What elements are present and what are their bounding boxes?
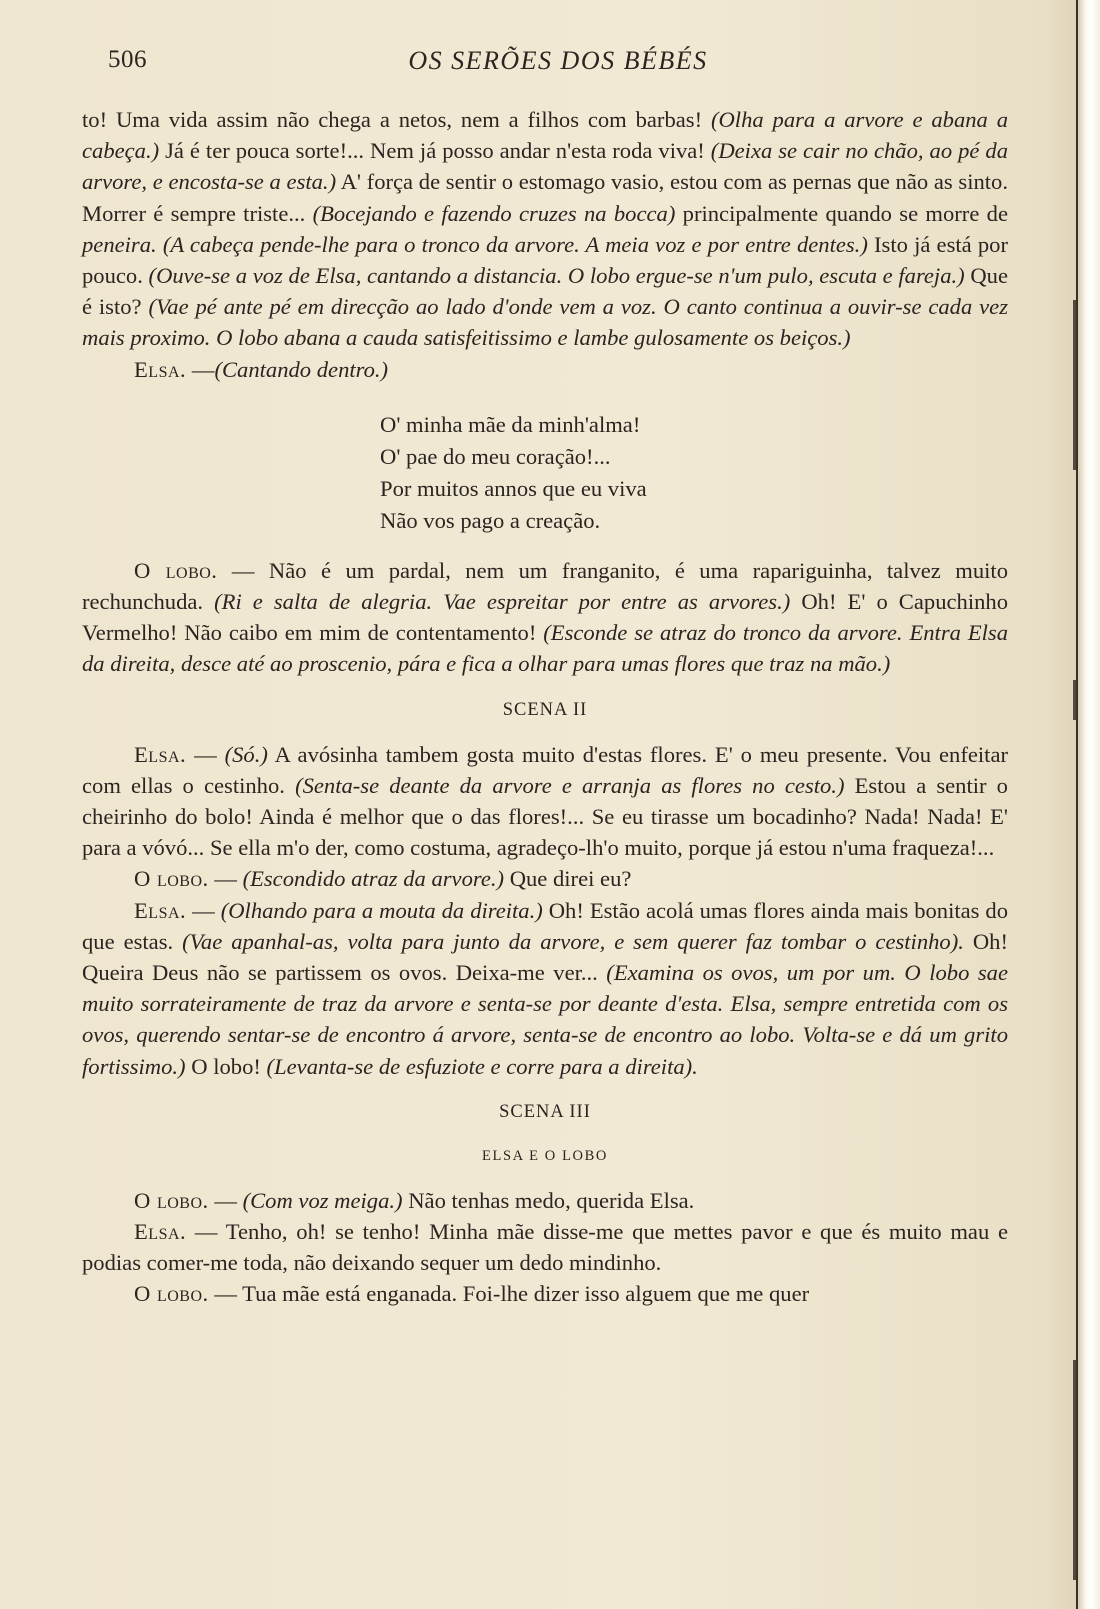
elsa-speech-3: [82, 895, 1008, 1082]
stage-direction: (Olha para a arvore e abana a cabeça.): [82, 107, 1009, 164]
dialogue-text: Que direi eu?: [504, 866, 632, 892]
dialogue-text: Que é isto?: [82, 263, 1008, 320]
elsa-speech-2: [82, 739, 1008, 864]
speaker-name: O lobo.: [134, 557, 218, 583]
wolf-monologue-paragraph: [82, 104, 1008, 354]
stage-direction: (Vae pé ante pé em direcção ao lado d'onde vem a voz. O canto continua a ouvir-se cada vez mais proximo. O lobo abana a cauda satisfeitissimo e lambe gulosamente os beiços.): [82, 294, 1008, 351]
speaker-name: O lobo.: [134, 1187, 209, 1213]
stage-direction: (Olhando para a mouta da direita.): [220, 897, 543, 923]
italic-word: peneira.: [82, 231, 157, 257]
dialogue-text: Oh! Queira Deus não se partissem os ovos. Deixa-me ver...: [82, 928, 1008, 986]
stage-direction: (Esconde se atraz do tronco da arvore. Entra Elsa da direita, desce até ao proscenio, pára e fica a olhar para umas flores que traz na mão.): [82, 620, 1008, 677]
play-text: [82, 104, 1008, 1310]
dialogue-text: principalmente quando se morre de: [675, 200, 1008, 226]
wolf-speech-1: [82, 555, 1008, 680]
stage-direction: (Ri e salta de alegria. Vae espreitar por entre as arvores.): [214, 589, 791, 615]
verse-line: O' minha mãe da minh'alma!: [380, 411, 641, 437]
stage-direction: (A cabeça pende-lhe para o tronco da arvore. A meia voz e por entre dentes.): [162, 231, 868, 257]
dialogue-text: — Não é um pardal, nem um franganito, é uma rapariguinha, talvez muito rechunchuda.: [82, 557, 1008, 615]
dialogue-text: — Tenho, oh! se tenho! Minha mãe disse-me que mettes pavor e que és muito mau e podias comer-me toda, não deixando sequer um dedo mindinho.: [82, 1219, 1008, 1276]
stage-direction: (Com voz meiga.): [242, 1187, 403, 1213]
edge-shadow-mark: [1073, 680, 1076, 720]
dash: —: [186, 741, 225, 767]
dash: —: [186, 356, 215, 382]
verse-line: Não vos pago a creação.: [380, 507, 601, 533]
page-header: [108, 44, 1008, 80]
dialogue-text: Oh! E' o Capuchinho Vermelho! Não caibo em mim de contentamento!: [82, 589, 1008, 646]
dash: —: [208, 1187, 243, 1213]
stage-direction: (Examina os ovos, um por um. O lobo sae muito sorrateiramente de traz da arvore e senta-se por deante d'esta. Elsa, sempre entretida com os ovos, querendo sentar-se de encontro á arvore, senta-se de encontro ao lobo. Volta-se e dá um grito fortissimo.): [82, 960, 1008, 1079]
speaker-name: O lobo.: [134, 1281, 209, 1307]
scene-3-characters: ELSA E O LOBO: [482, 1147, 608, 1164]
edge-shadow-mark: [1073, 1360, 1076, 1580]
scene-2-heading: SCENA II: [502, 699, 588, 720]
stage-direction: (Deixa se cair no chão, ao pé da arvore, e encosta-se a esta.): [82, 138, 1008, 195]
stage-direction: (Ouve-se a voz de Elsa, cantando a distancia. O lobo ergue-se n'um pulo, escuta e fareja.): [148, 263, 965, 289]
speaker-name: Elsa.: [134, 1219, 187, 1245]
dash: —: [186, 897, 221, 923]
wolf-speech-2: [82, 863, 1008, 894]
speaker-name: Elsa.: [134, 741, 187, 767]
dialogue-text: Oh! Estão acolá umas flores ainda mais bonitas do que estas.: [82, 897, 1009, 954]
dialogue-text: O lobo!: [185, 1053, 267, 1079]
running-title: OS SERÕES DOS BÉBÉS: [408, 46, 708, 75]
dialogue-text: — Tua mãe está enganada. Foi-lhe dizer isso alguem que me quer: [208, 1281, 810, 1307]
verse-line: O' pae do meu coração!...: [380, 443, 611, 469]
dialogue-text: Estou a sentir o cheirinho do bolo! Ainda é melhor que o das flores!... Se eu tirasse um bocadinho? Nada! Nada! E' para a vóvó... Se ella m'o der, como costuma, agradeço-lh'o muito, porque já estou n'uma fraqueza!...: [82, 772, 1008, 861]
song-verse: [380, 409, 1008, 537]
dialogue-text: Isto já está por pouco.: [82, 231, 1008, 289]
dialogue-text: A avósinha tambem gosta muito d'estas flores. E' o meu presente. Vou enfeitar com ellas o cestinho.: [82, 741, 1009, 798]
dialogue-text: Já é ter pouca sorte!... Nem já posso andar n'esta roda viva!: [159, 138, 711, 164]
stage-direction: (Vae apanhal-as, volta para junto da arvore, e sem querer faz tombar o cestinho).: [182, 928, 964, 954]
speaker-name: Elsa.: [134, 356, 187, 382]
stage-direction: (Cantando dentro.): [214, 356, 389, 382]
elsa-speech-4: [82, 1216, 1008, 1278]
speaker-name: Elsa.: [134, 897, 187, 923]
dialogue-text: to! Uma vida assim não chega a netos, nem a filhos com barbas!: [82, 107, 711, 132]
stage-direction: (Só.): [224, 741, 268, 767]
page-number: 506: [108, 46, 147, 73]
wolf-speech-3: [82, 1185, 1008, 1216]
verse-line: Por muitos annos que eu viva: [380, 475, 647, 501]
scene-3-heading: SCENA III: [499, 1101, 591, 1122]
dialogue-text: A' força de sentir o estomago vasio, estou com as pernas que não as sinto. Morrer é sempre triste...: [82, 169, 1008, 226]
dialogue-text: Não tenhas medo, querida Elsa.: [402, 1187, 695, 1213]
stage-direction: (Levanta-se de esfuziote e corre para a direita).: [266, 1053, 698, 1079]
edge-shadow-mark: [1073, 300, 1076, 470]
speaker-name: O lobo.: [134, 866, 209, 892]
page-right-edge: [1076, 0, 1100, 1609]
stage-direction: (Escondido atraz da arvore.): [242, 866, 505, 892]
stage-direction: (Senta-se deante da arvore e arranja as flores no cesto.): [295, 772, 845, 798]
wolf-speech-4: [82, 1278, 1008, 1309]
dash: —: [208, 866, 243, 892]
elsa-singing-line: [82, 354, 1008, 385]
stage-direction: (Bocejando e fazendo cruzes na bocca): [312, 200, 676, 226]
